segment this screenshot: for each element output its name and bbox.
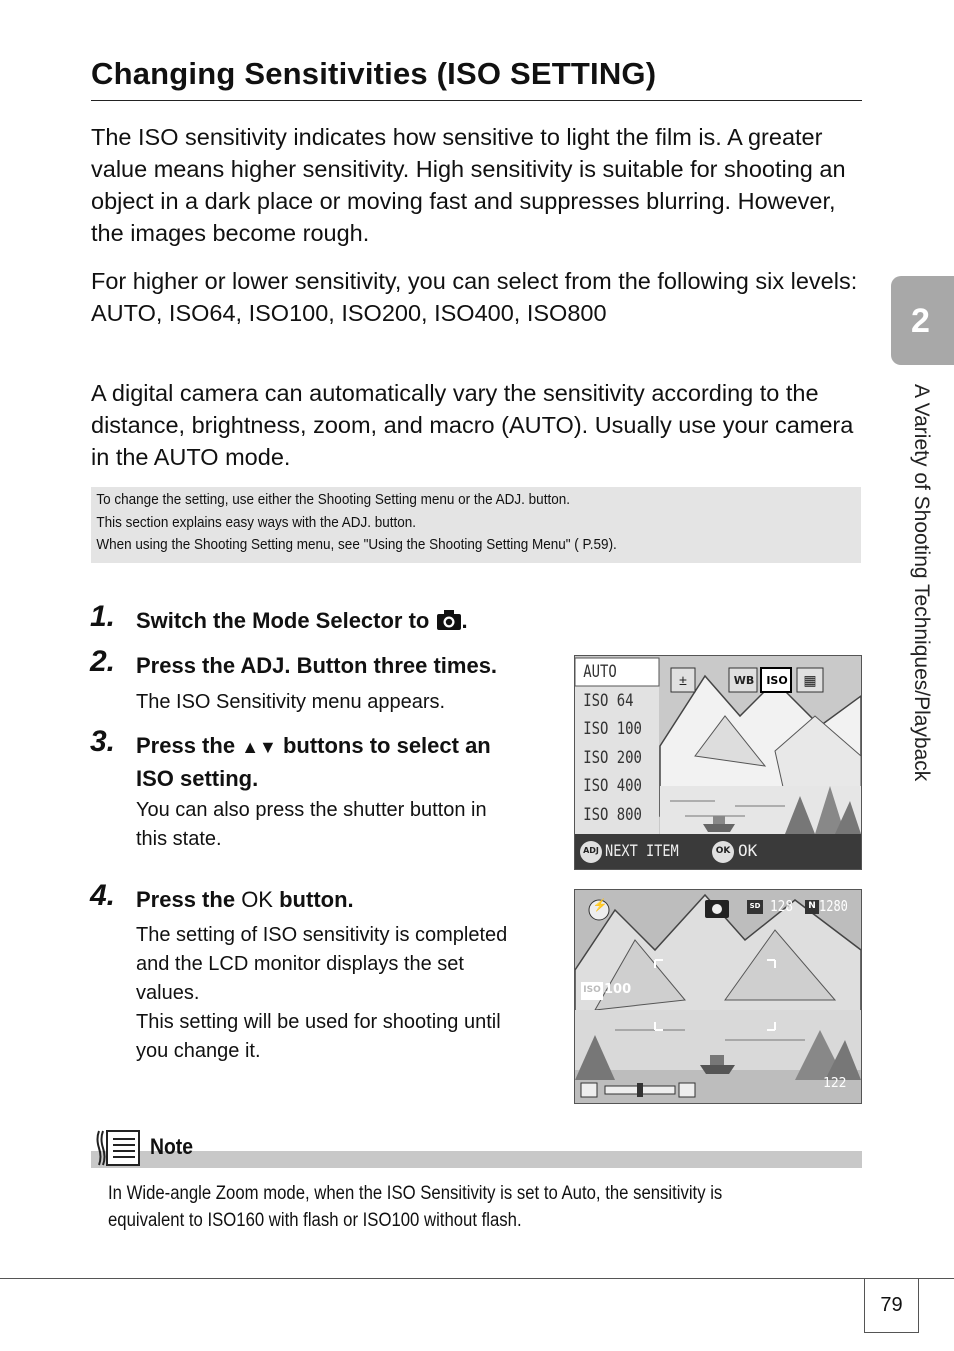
info-box xyxy=(91,487,861,563)
step-4-desc-line1: The setting of ISO sensitivity is completed xyxy=(136,924,508,946)
title-divider xyxy=(91,100,862,101)
step-3-desc xyxy=(136,796,487,854)
intro-paragraph-2-line1: For higher or lower sensitivity, you can select from the following six levels: xyxy=(91,268,858,294)
step-1-text: Switch the Mode Selector to xyxy=(136,608,430,633)
iso-option[interactable]: ISO 64 xyxy=(583,690,634,711)
step-4-text-post: button. xyxy=(279,887,354,912)
step-4-number: 4. xyxy=(90,879,116,912)
flash-off-icon: ⚡ xyxy=(592,898,608,912)
ok-button-label: OK xyxy=(241,887,273,912)
iso-levels-list: AUTO, ISO64, ISO100, ISO200, ISO400, ISO800 xyxy=(91,300,607,326)
step-2-title: Press the ADJ. Button three times. xyxy=(136,653,498,678)
note-line-2: equivalent to ISO160 with flash or ISO100 without flash. xyxy=(108,1210,522,1231)
next-item-label: NEXT ITEM xyxy=(605,841,679,860)
step-1-title xyxy=(136,605,468,636)
note-line-1: In Wide-angle Zoom mode, when the ISO Sensitivity is set to Auto, the sensitivity is xyxy=(108,1183,723,1204)
note-icon xyxy=(95,1128,143,1166)
iso-option[interactable]: ISO 800 xyxy=(583,804,642,825)
step-4-desc xyxy=(136,921,507,1066)
zoom-tele-icon xyxy=(679,1083,695,1097)
intro-paragraph-1: The ISO sensitivity indicates how sensitive to light the film is. A greater value means higher sensitivity. High sensitivity is suitable for shooting an object in a dark place or moving fast and suppresses blurring. However, the images become rough. xyxy=(91,124,846,246)
image-size-readout: 128 xyxy=(770,897,794,915)
lcd-screen-iso-menu xyxy=(574,655,862,870)
note-bar xyxy=(91,1151,862,1168)
note-label: Note xyxy=(150,1134,194,1159)
iso-badge-icon: ISO xyxy=(583,985,601,995)
zoom-bar xyxy=(605,1086,675,1094)
step-4-desc-line5: you change it. xyxy=(136,1040,261,1062)
step-1-period: . xyxy=(461,608,468,633)
chapter-number: 2 xyxy=(911,302,930,340)
step-2-number: 2. xyxy=(90,645,116,678)
chapter-tab xyxy=(891,276,954,365)
intro-paragraph-2 xyxy=(91,265,863,329)
step-4-text-pre: Press the xyxy=(136,887,236,912)
lcd-screen-shooting xyxy=(574,889,862,1104)
remaining-readout: 122 xyxy=(823,1076,847,1091)
step-3-title-line2: ISO setting. xyxy=(136,766,259,791)
zoom-wide-icon xyxy=(581,1083,597,1097)
info-line-1: To change the setting, use either the Shooting Setting menu or the ADJ. button. xyxy=(96,491,570,508)
step-4-desc-line2: and the LCD monitor displays the set xyxy=(136,953,464,975)
step-4-desc-line3: values. xyxy=(136,982,200,1004)
step-3-text-post: buttons to select an xyxy=(282,733,491,758)
page-title: Changing Sensitivities (ISO SETTING) xyxy=(91,56,657,91)
step-4-title xyxy=(136,884,354,915)
step-3-title xyxy=(136,730,491,794)
ok-label: OK xyxy=(738,841,758,860)
step-3-number: 3. xyxy=(90,725,116,758)
camera-icon xyxy=(436,609,462,631)
info-line-3: When using the Shooting Setting menu, see "Using the Shooting Setting Menu" ( P.59). xyxy=(96,536,617,553)
image-settings-icon: ▦ xyxy=(803,672,817,688)
ok-badge-icon: OK xyxy=(715,846,731,856)
iso-option[interactable]: ISO 200 xyxy=(583,747,642,768)
quality-badge-icon: N xyxy=(808,901,816,911)
camera-mode-icon xyxy=(705,900,729,918)
size-badge-icon: SD xyxy=(749,902,761,910)
page-number: 79 xyxy=(864,1279,919,1333)
up-down-arrows-icon: ▲▼ xyxy=(241,737,277,757)
step-2-desc: The ISO Sensitivity menu appears. xyxy=(136,691,446,713)
step-1-number: 1. xyxy=(90,600,116,633)
shots-remaining-readout: 1280 xyxy=(819,897,848,915)
adj-badge-icon: ADJ xyxy=(583,846,599,855)
intro-paragraph-3: A digital camera can automatically vary the sensitivity according to the distance, brightness, zoom, and macro (AUTO). Usually use your camera in the AUTO mode. xyxy=(91,380,854,470)
step-3-desc-line2: this state. xyxy=(136,828,222,850)
step-4-desc-line4: This setting will be used for shooting until xyxy=(136,1011,501,1033)
note-text xyxy=(108,1180,722,1234)
iso-option[interactable]: ISO 100 xyxy=(583,719,642,739)
step-3-desc-line1: You can also press the shutter button in xyxy=(136,799,487,821)
info-line-2: This section explains easy ways with the ADJ. button. xyxy=(96,513,417,531)
iso-option[interactable]: AUTO xyxy=(583,662,617,682)
iso-value-readout: 100 xyxy=(604,982,632,997)
exposure-compensation-icon: ± xyxy=(679,672,687,688)
iso-icon: ISO xyxy=(766,674,788,687)
wb-icon: WB xyxy=(733,674,755,687)
chapter-title: A Variety of Shooting Techniques/Playback xyxy=(910,384,933,782)
footer-divider xyxy=(0,1278,954,1279)
step-3-text-pre: Press the xyxy=(136,733,236,758)
iso-option[interactable]: ISO 400 xyxy=(583,776,642,796)
iso-option-list xyxy=(575,658,644,829)
